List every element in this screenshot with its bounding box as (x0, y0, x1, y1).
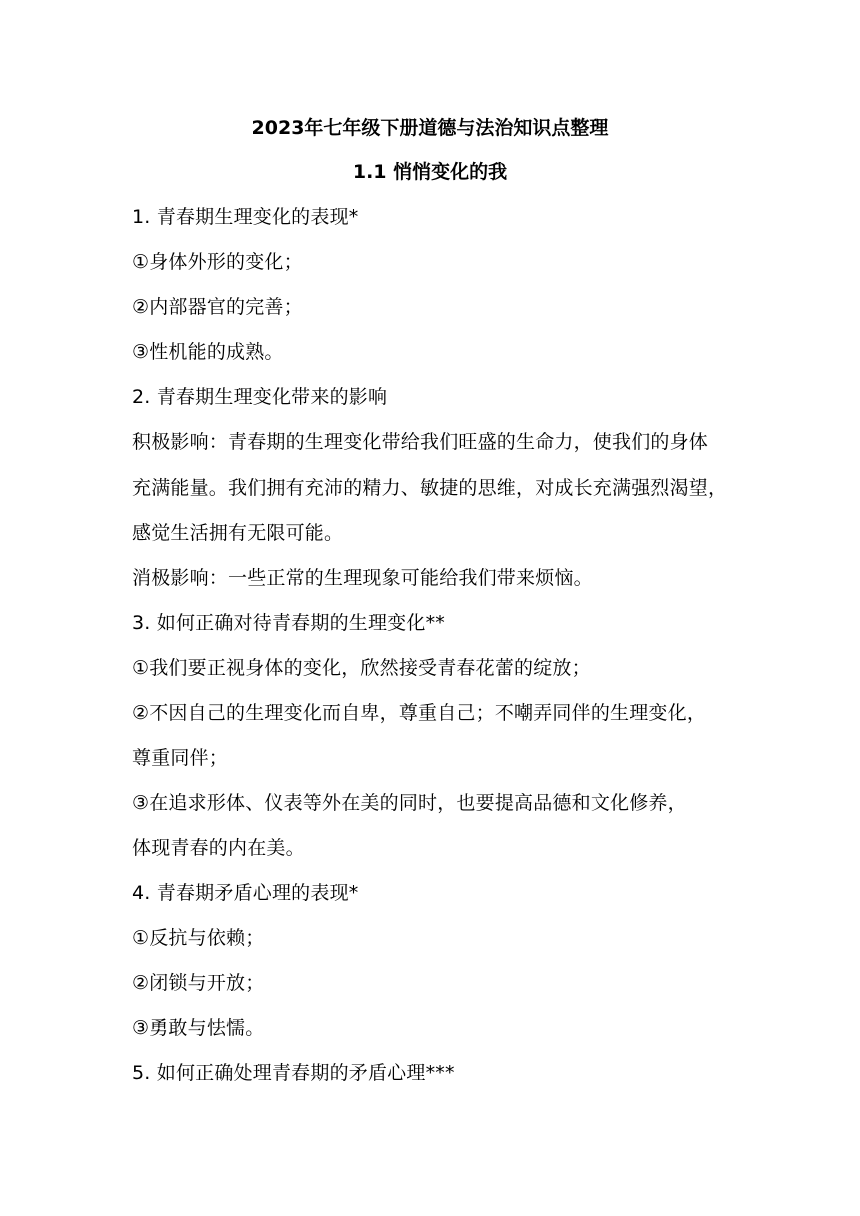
heading-5: 5. 如何正确处理青春期的矛盾心理*** (132, 1062, 455, 1084)
heading-2: 2. 青春期生理变化带来的影响 (132, 386, 388, 408)
paragraph-line: 感觉生活拥有无限可能。 (132, 522, 344, 544)
heading-4: 4. 青春期矛盾心理的表现* (132, 882, 359, 904)
paragraph-line: 消极影响：一些正常的生理现象可能给我们带来烦恼。 (132, 567, 593, 589)
list-item: ①身体外形的变化； (132, 251, 303, 273)
list-item: ①反抗与依赖； (132, 927, 265, 949)
paragraph-line: 体现青春的内在美。 (132, 837, 305, 859)
list-item: ②不因自己的生理变化而自卑，尊重自己；不嘲弄同伴的生理变化， (132, 702, 707, 724)
document-title: 2023年七年级下册道德与法治知识点整理 (251, 117, 609, 139)
list-item: ③勇敢与怯懦。 (132, 1017, 265, 1039)
list-item: ③性机能的成熟。 (132, 341, 284, 363)
heading-1: 1. 青春期生理变化的表现* (132, 206, 359, 228)
section-title: 1.1 悄悄变化的我 (352, 161, 508, 183)
list-item: ②闭锁与开放； (132, 972, 265, 994)
paragraph-line: 尊重同伴； (132, 747, 229, 769)
list-item: ③在追求形体、仪表等外在美的同时，也要提高品德和文化修养， (132, 792, 687, 814)
list-item: ②内部器官的完善； (132, 296, 303, 318)
paragraph-line: 积极影响：青春期的生理变化带给我们旺盛的生命力，使我们的身体 (132, 431, 709, 453)
list-item: ①我们要正视身体的变化，欣然接受青春花蕾的绽放； (132, 657, 591, 679)
heading-3: 3. 如何正确对待青春期的生理变化** (132, 612, 445, 634)
paragraph-line: 充满能量。我们拥有充沛的精力、敏捷的思维，对成长充满强烈渴望， (132, 477, 728, 499)
